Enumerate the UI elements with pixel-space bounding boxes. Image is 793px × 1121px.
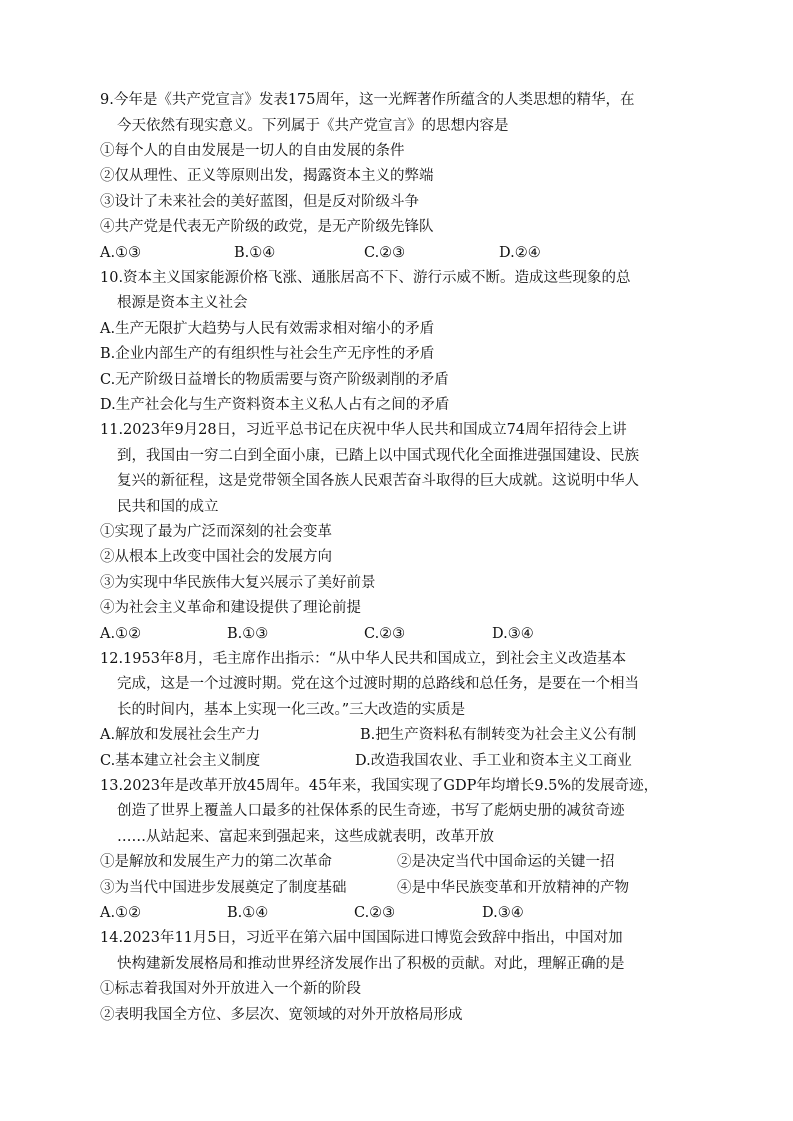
question-10-stem-line-1: 10.资本主义国家能源价格飞涨、通胀居高不下、游行示威不断。造成这些现象的总 bbox=[100, 270, 631, 286]
question-9-stem-line-1: 9.今年是《共产党宣言》发表175周年，这一光辉著作所蕴含的人类思想的精华，在 bbox=[100, 92, 635, 108]
question-9-item-3: ③设计了未来社会的美好蓝图，但是反对阶级斗争 bbox=[100, 194, 419, 210]
option-c[interactable]: C.②③ bbox=[364, 245, 406, 261]
question-9-options bbox=[100, 244, 700, 262]
option-a[interactable]: A.①② bbox=[100, 905, 142, 921]
question-10-choice-c[interactable]: C.无产阶级日益增长的物质需要与资产阶级剥削的矛盾 bbox=[100, 372, 449, 388]
question-12-choice-a[interactable]: A.解放和发展社会生产力 bbox=[100, 727, 261, 743]
question-12-stem-line-2: 完成，这是一个过渡时期。党在这个过渡时期的总路线和总任务，是要在一个相当 bbox=[117, 676, 639, 692]
question-14-stem-line-2: 快构建新发展格局和推动世界经济发展作出了积极的贡献。对此，理解正确的是 bbox=[117, 956, 625, 972]
question-14-item-1: ①标志着我国对外开放进入一个新的阶段 bbox=[100, 981, 361, 997]
question-12-options-row-1 bbox=[100, 726, 700, 744]
question-13-stem-line-1: 13.2023年是改革开放45周年。45年来，我国实现了GDP年均增长9.5%的发展奇迹， bbox=[100, 778, 659, 794]
option-c[interactable]: C.②③ bbox=[364, 626, 406, 642]
question-9-item-2: ②仅从理性、正义等原则出发，揭露资本主义的弊端 bbox=[100, 168, 434, 184]
question-11-item-2: ②从根本上改变中国社会的发展方向 bbox=[100, 549, 332, 565]
question-11-stem-line-3: 复兴的新征程，这是党带领全国各族人民艰苦奋斗取得的巨大成就。这说明中华人 bbox=[117, 473, 639, 489]
question-10-choice-a[interactable]: A.生产无限扩大趋势与人民有效需求相对缩小的矛盾 bbox=[100, 321, 435, 337]
question-10-choice-d[interactable]: D.生产社会化与生产资料资本主义私人占有之间的矛盾 bbox=[100, 397, 450, 413]
question-13-items-row-1 bbox=[100, 853, 700, 871]
question-13-item-4: ④是中华民族变革和开放精神的产物 bbox=[397, 880, 629, 896]
question-11-stem-line-1: 11.2023年9月28日，习近平总书记在庆祝中华人民共和国成立74周年招待会上讲 bbox=[100, 422, 627, 438]
question-10-choice-b[interactable]: B.企业内部生产的有组织性与社会生产无序性的矛盾 bbox=[100, 346, 435, 362]
question-14-stem-line-1: 14.2023年11月5日，习近平在第六届中国国际进口博览会致辞中指出，中国对加 bbox=[100, 930, 623, 946]
question-12-options-row-2 bbox=[100, 752, 700, 770]
question-9-item-4: ④共产党是代表无产阶级的政党，是无产阶级先锋队 bbox=[100, 219, 434, 235]
question-12-stem-line-3: 长的时间内，基本上实现一化三改。”三大改造的实质是 bbox=[117, 702, 466, 718]
question-12-stem-line-1: 12.1953年8月，毛主席作出指示：“从中华人民共和国成立，到社会主义改造基本 bbox=[100, 651, 627, 667]
question-14-item-2: ②表明我国全方位、多层次、宽领域的对外开放格局形成 bbox=[100, 1007, 463, 1023]
question-10-stem-line-2: 根源是资本主义社会 bbox=[117, 295, 248, 311]
option-d[interactable]: D.③④ bbox=[482, 905, 524, 921]
question-13-item-2: ②是决定当代中国命运的关键一招 bbox=[397, 854, 615, 870]
question-12-choice-c[interactable]: C.基本建立社会主义制度 bbox=[100, 753, 261, 769]
question-11-stem-line-2: 到，我国由一穷二白到全面小康，已踏上以中国式现代化全面推进强国建设、民族 bbox=[117, 448, 639, 464]
question-13-stem-line-2: 创造了世界上覆盖人口最多的社保体系的民生奇迹，书写了彪炳史册的减贫奇迹 bbox=[117, 803, 625, 819]
option-b[interactable]: B.①④ bbox=[227, 905, 269, 921]
option-d[interactable]: D.③④ bbox=[492, 626, 534, 642]
question-11-item-3: ③为实现中华民族伟大复兴展示了美好前景 bbox=[100, 575, 376, 591]
question-11-stem-line-4: 民共和国的成立 bbox=[117, 499, 219, 515]
option-d[interactable]: D.②④ bbox=[499, 245, 541, 261]
question-11-item-4: ④为社会主义革命和建设提供了理论前提 bbox=[100, 600, 361, 616]
question-11-options bbox=[100, 625, 700, 643]
question-13-options bbox=[100, 904, 700, 922]
question-12-choice-b[interactable]: B.把生产资料私有制转变为社会主义公有制 bbox=[360, 727, 637, 743]
question-11-item-1: ①实现了最为广泛而深刻的社会变革 bbox=[100, 524, 332, 540]
option-a[interactable]: A.①② bbox=[100, 626, 142, 642]
question-12-choice-d[interactable]: D.改造我国农业、手工业和资本主义工商业 bbox=[355, 753, 632, 769]
option-b[interactable]: B.①③ bbox=[227, 626, 269, 642]
question-9-item-1: ①每个人的自由发展是一切人的自由发展的条件 bbox=[100, 143, 405, 159]
question-13-item-3: ③为当代中国进步发展奠定了制度基础 bbox=[100, 880, 347, 896]
question-13-items-row-2 bbox=[100, 879, 700, 897]
question-13-stem-line-3: ……从站起来、富起来到强起来，这些成就表明，改革开放 bbox=[117, 829, 494, 845]
option-c[interactable]: C.②③ bbox=[354, 905, 396, 921]
question-9-stem-line-2: 今天依然有现实意义。下列属于《共产党宣言》的思想内容是 bbox=[117, 118, 509, 134]
option-b[interactable]: B.①④ bbox=[234, 245, 276, 261]
question-13-item-1: ①是解放和发展生产力的第二次革命 bbox=[100, 854, 332, 870]
option-a[interactable]: A.①③ bbox=[100, 245, 142, 261]
